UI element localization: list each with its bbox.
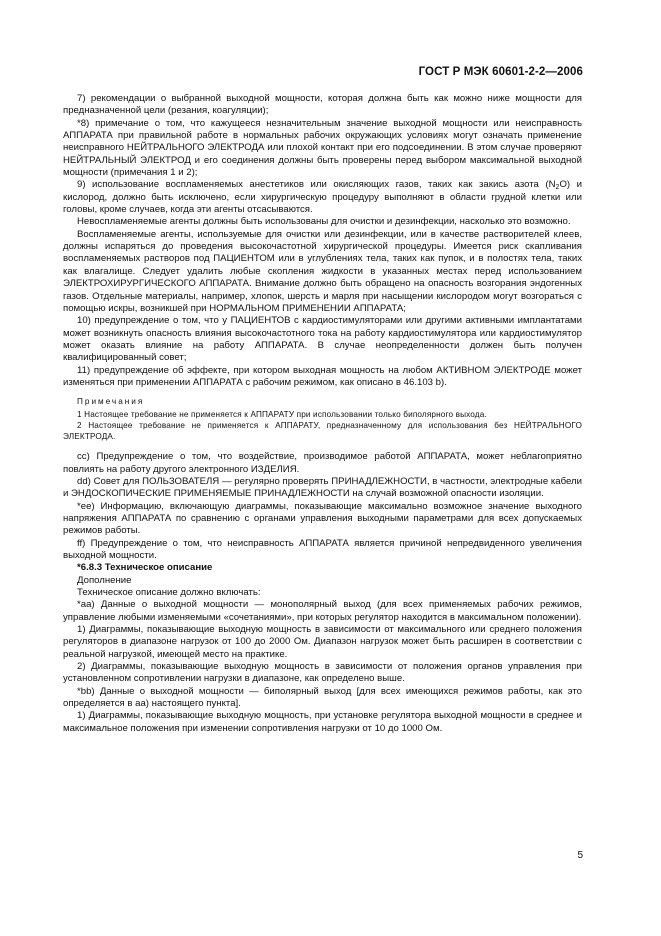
paragraph: *ee) Информацию, включающую диаграммы, показывающие максимально возможное значение выходного напряжения АППАРАТА по сравнению с органами управления выходными параметрами для всех допускаемых режимов работы. bbox=[63, 500, 582, 537]
paragraph: 2) Диаграммы, показывающие выходную мощность в зависимости от положения органов управления при установленном сопротивлении нагрузки в диапазоне, как определено выше. bbox=[63, 661, 582, 685]
paragraph: Невоспламеняемые агенты должны быть использованы для очистки и дезинфекции, насколько это возможно. bbox=[77, 216, 571, 228]
section-intro: Техническое описание должно включать: bbox=[77, 587, 261, 599]
paragraph-9 bbox=[63, 179, 582, 216]
page-body bbox=[63, 93, 582, 735]
paragraph: *aa) Данные о выходной мощности — монополярный выход (для всех применяемых рабочих режимов, управление любыми изменяемыми «сочетаниями», при которых регулятор находится в максимальном положении). bbox=[63, 599, 582, 623]
paragraph-9-part-1: 9) использование воспламеняемых анестетиков или окисляющих газов, таких как закись азота (N bbox=[77, 179, 556, 191]
section-intro: Дополнение bbox=[77, 574, 132, 586]
paragraph: Воспламеняемые агенты, используемые для очистки или дезинфекции, или в качестве растворителей клеев, должны испаряться до проведения высокочастотной хирургической процедуры. Имеется риск скапливания воспламеняемых растворов под ПАЦИЕНТОМ или в углублениях тела, таких как пупок, и в полостях тела, таких как влагалище. Следует удалить любые скопления жидкости в указанных местах перед использованием ЭЛЕКТРОХИРУРГИЧЕСКОГО АППАРАТА. Внимание должно быть обращено на опасность возгорания эндогенных газов. Отдельные материалы, например, хлопок, шерсть и марля при насыщении кислородом могут возгораться с помощью искры, возникшей при НОРМАЛЬНОМ ПРИМЕНЕНИИ АППАРАТА; bbox=[63, 228, 582, 314]
paragraph-9-part-2: O) и кислород, должно быть исключено, если хирургическую процедуру выполняют в области грудной клетки или головы, кроме случаев, когда эти агенты отсасываются. bbox=[63, 179, 582, 216]
paragraph: 1) Диаграммы, показывающие выходную мощность в зависимости от максимального или среднего положения регуляторов в диапазоне нагрузок от 100 до 2000 Ом. Диапазон нагрузок может быть расширен в соответствии с реальной нагрузкой, имеющей место на практике. bbox=[63, 624, 582, 660]
paragraph: 11) предупреждение об эффекте, при котором выходная мощность на любом АКТИВНОМ ЭЛЕКТРОДЕ может изменяться при применении АППАРАТА с рабочим режимом, как описано в 46.103 b). bbox=[63, 364, 582, 388]
note: 1 Настоящее требование не применяется к АППАРАТУ при использовании только биполярного выхода. bbox=[77, 410, 487, 420]
paragraph: 10) предупреждение о том, что у ПАЦИЕНТОВ с кардиостимуляторами или другими активными имплантатами может возникнуть опасность влияния высокочастотного тока на работу кардиостимулятора или кардиостимулятор может оказать влияние на работу АППАРАТА. В случае неопределенности должен быть получен квалифицированный совет; bbox=[63, 315, 582, 364]
paragraph: *bb) Данные о выходной мощности — биполярный выход [для всех имеющихся режимов работы, как это определяется в аа) настоящего пункта]. bbox=[63, 685, 582, 710]
note: 2 Настоящее требование не применяется к АППАРАТУ, предназначенному для использования без НЕЙТРАЛЬНОГО ЭЛЕКТРОДА. bbox=[63, 421, 582, 442]
notes-title: Примечания bbox=[77, 397, 145, 407]
paragraph: 7) рекомендации о выбранной выходной мощности, которая должна быть как можно ниже мощности для предназначенной цели (резания, коагуляции); bbox=[63, 93, 582, 117]
document-header: ГОСТ Р МЭК 60601-2-2—2006 bbox=[418, 66, 583, 78]
section-heading: *6.8.3 Техническое описание bbox=[77, 562, 213, 574]
page-number: 5 bbox=[577, 850, 583, 861]
subscript: 2 bbox=[555, 184, 560, 192]
paragraph: 1) Диаграммы, показывающие выходную мощность, при установке регулятора выходной мощности в среднее и максимальное положения при изменении сопротивления нагрузки от 10 до 1000 Ом. bbox=[63, 710, 582, 734]
paragraph: ff) Предупреждение о том, что неисправность АППАРАТА является причиной непредвиденного увеличения выходной мощности. bbox=[63, 537, 582, 561]
paragraph: dd) Совет для ПОЛЬЗОВАТЕЛЯ — регулярно проверять ПРИНАДЛЕЖНОСТИ, в частности, электродные кабели и ЭНДОСКОПИЧЕСКИЕ ПРИМЕНЯЕМЫЕ ПРИНАДЛЕЖНОСТИ на случай возможной опасности изоляции. bbox=[63, 475, 582, 500]
paragraph: cc) Предупреждение о том, что воздействие, производимое работой АППАРАТА, может неблагоприятно повлиять на работу другого электронного ИЗДЕЛИЯ. bbox=[63, 451, 582, 475]
paragraph: *8) примечание о том, что кажущееся незначительным значение выходной мощности или неисправность АППАРАТА при правильной работе в нормальных рабочих окружающих условиях могут означать применение неисправного НЕЙТРАЛЬНОГО ЭЛЕКТРОДА или плохой контакт при его подсоединении. В этом случае проверяют НЕЙТРАЛЬНЫЙ ЭЛЕКТРОД и его соединения должны быть проверены перед выбором максимальной выходной мощности (примечания 1 и 2); bbox=[63, 117, 582, 179]
